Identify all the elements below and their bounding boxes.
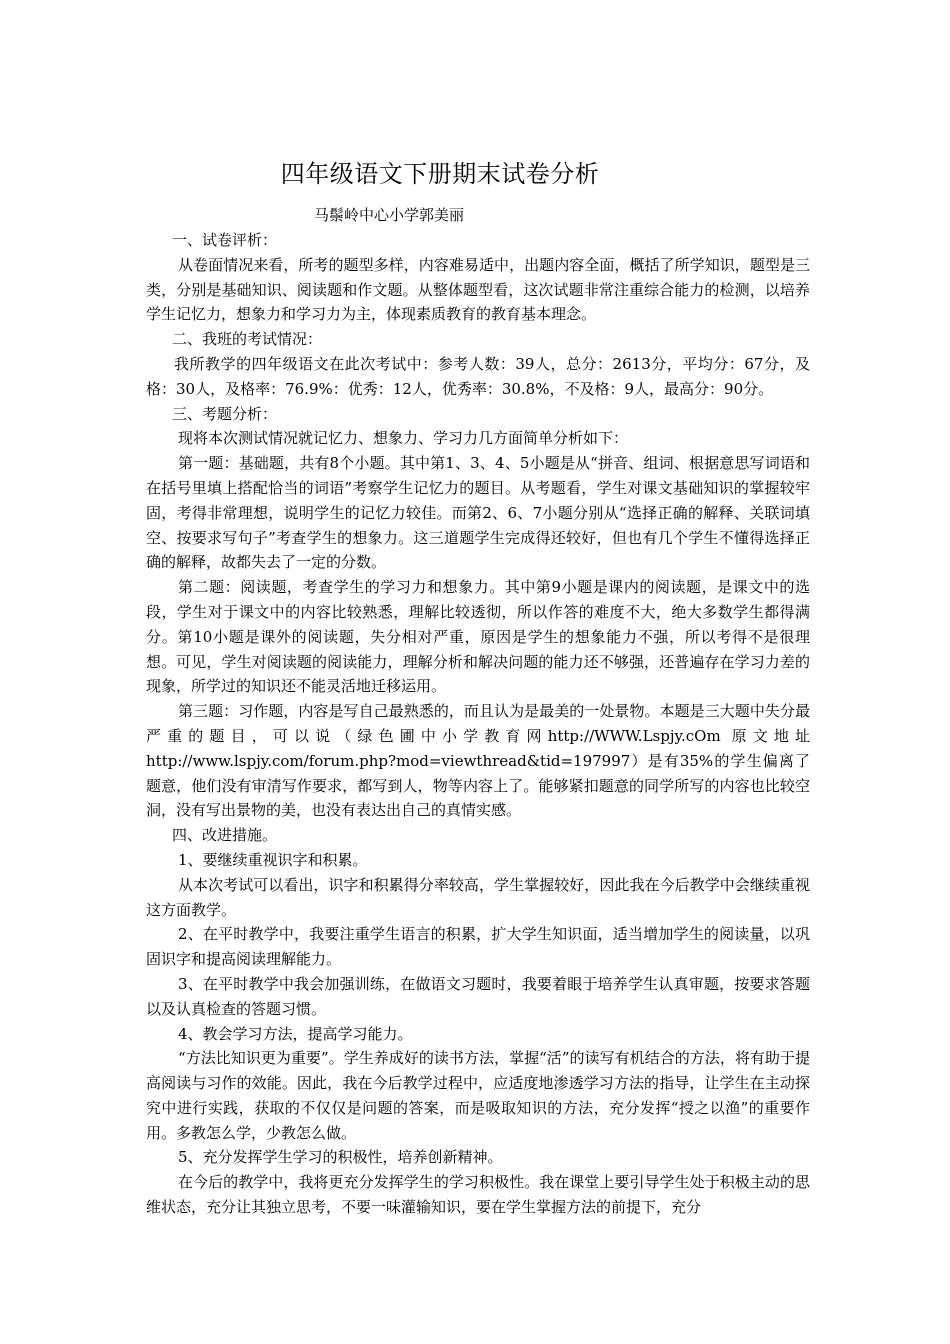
section-heading: 四、改进措施。 [172, 826, 278, 845]
document-title: 四年级语文下册期末试卷分析 [280, 160, 600, 188]
paragraph: 第一题：基础题，共有8个小题。其中第1、3、4、5小题是从“拼音、组词、根据意思写词语和在括号里填上搭配恰当的词语”考察学生记忆力的题目。从考题看，学生对课文基础知识的掌握较牢固，考得非常理想，说明学生的记忆力较佳。而第2、6、7小题分别从“选择正确的解释、关联词填空、按要求写句子”考查学生的想象力。这三道题学生完成得还较好，但也有几个学生不懂得选择正确的解释，故都失去了一定的分数。 [146, 454, 810, 572]
paragraph: “方法比知识更为重要”。学生养成好的读书方法，掌握“活”的读写有机结合的方法，将有助于提高阅读与习作的效能。因此，我在今后教学过程中，应适度地渗透学习方法的指导，让学生在主动探究中进行实践，获取的不仅仅是问题的答案，而是吸取知识的方法，充分发挥“授之以渔”的重要作用。多教怎么学，少教怎么做。 [146, 1049, 810, 1142]
author-line: 马鬃岭中心小学郭美丽 [314, 206, 465, 224]
section-heading: 一、试卷评析： [172, 231, 278, 249]
paragraph: 2、在平时教学中，我要注重学生语言的积累，扩大学生知识面，适当增加学生的阅读量，以巩固识字和提高阅读理解能力。 [146, 925, 810, 969]
subheading: 1、要继续重视识字和积累。 [178, 850, 368, 869]
paragraph: 从卷面情况来看，所考的题型多样，内容难易适中，出题内容全面，概括了所学知识，题型是三类，分别是基础知识、阅读题和作文题。从整体题型看，这次试题非常注重综合能力的检测，以培养学生记忆力，想象力和学习力为主，体现素质教育的教育基本理念。 [146, 255, 810, 324]
section-heading: 二、我班的考试情况： [172, 330, 323, 349]
subheading: 4、教会学习方法，提高学习能力。 [178, 1024, 413, 1043]
document-body [146, 228, 810, 1220]
paragraph: 3、在平时教学中我会加强训练，在做语文习题时，我要着眼于培养学生认真审题，按要求答题以及认真检查的答题习惯。 [146, 974, 810, 1018]
paragraph: 我所教学的四年级语文在此次考试中：参考人数：39人，总分：2613分，平均分：67分，及格：30人，及格率：76.9%：优秀：12人，优秀率：30.8%，不及格：9人，最高分：90分。 [146, 354, 810, 398]
subheading: 5、充分发挥学生学习的积极性，培养创新精神。 [178, 1148, 503, 1167]
paragraph: 在今后的教学中，我将更充分发挥学生的学习积极性。我在课堂上要引导学生处于积极主动的思维状态，充分让其独立思考，不要一味灌输知识，要在学生掌握方法的前提下，充分 [146, 1173, 810, 1217]
paragraph: 现将本次测试情况就记忆力、想象力、学习力几方面简单分析如下： [178, 429, 629, 448]
paragraph: 第三题：习作题，内容是写自己最熟悉的，而且认为是最美的一处景物。本题是三大题中失分最严重的题目，可以说（绿色圃中小学教育网http://WWW.Lspjy.cOm 原文地址http://www.lspjy.com/forum.php?mod=viewthread&tid=197997）是有35%的学生偏离了题意，他们没有审清写作要求，都写到人，物等内容上了。能够紧扣题意的同学所写的内容也比较空洞，没有写出景物的美，也没有表达出自己的真情实感。 [146, 702, 810, 820]
paragraph: 第二题：阅读题，考查学生的学习力和想象力。其中第9小题是课内的阅读题，是课文中的选段，学生对于课文中的内容比较熟悉，理解比较透彻，所以作答的难度不大，绝大多数学生都得满分。第10小题是课外的阅读题，失分相对严重，原因是学生的想象能力不强，所以考得不是很理想。可见，学生对阅读题的阅读能力，理解分析和解决问题的能力还不够强，还普遍存在学习力差的现象，所学过的知识还不能灵活地迁移运用。 [146, 578, 810, 696]
section-heading: 三、考题分析： [172, 404, 278, 423]
paragraph: 从本次考试可以看出，识字和积累得分率较高，学生掌握较好，因此我在今后教学中会继续重视这方面教学。 [146, 875, 810, 919]
